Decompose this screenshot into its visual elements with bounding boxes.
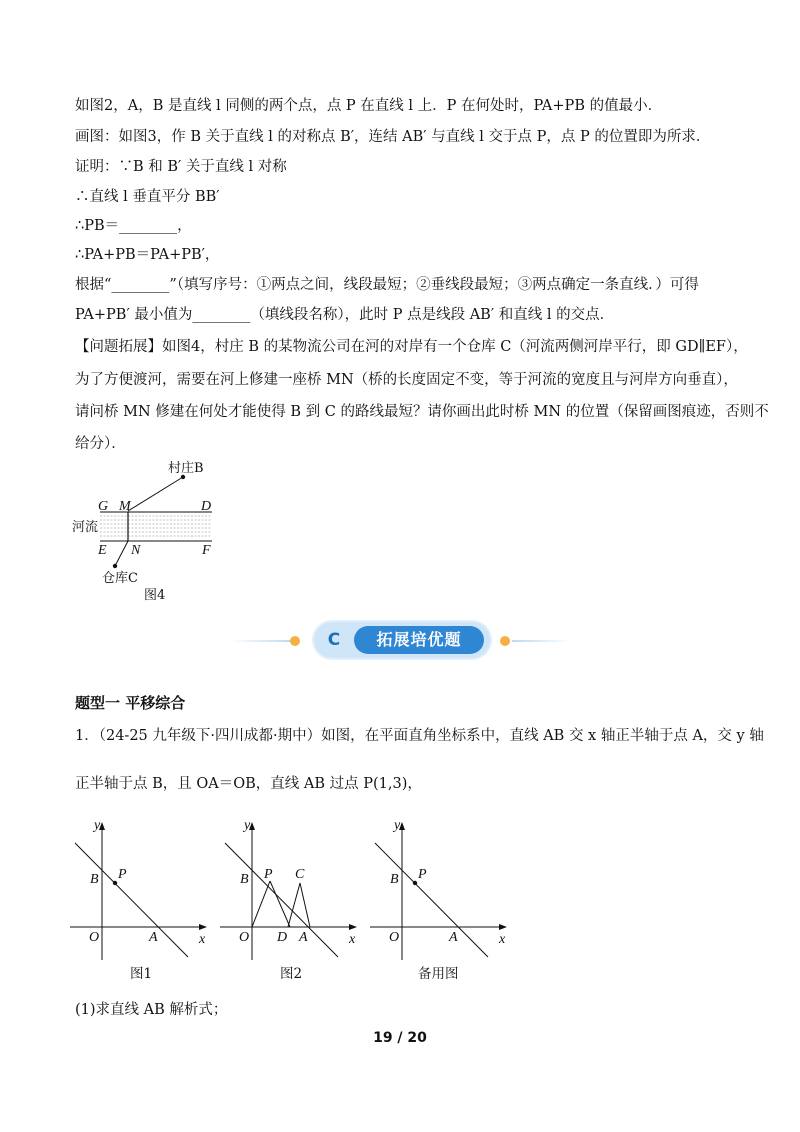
paragraph-reasoning: 根据“________”（填写序号：①两点之间，线段最短；②垂线段最短；③两点确定一条直线．）可得 — [75, 277, 699, 293]
point-c — [113, 564, 117, 568]
label-d: D — [277, 930, 288, 945]
segment-op — [252, 881, 270, 927]
coord-figure-2 — [220, 815, 360, 965]
path-b-to-m — [128, 477, 183, 511]
problem-line-1: 1．（24-25 九年级下·四川成都·期中）如图，在平面直角坐标系中，直线 AB 交 x 轴正半轴于点 A，交 y 轴 — [75, 728, 764, 744]
spare-figure-caption: 备用图 — [418, 966, 459, 982]
label-y: y — [94, 818, 101, 833]
page-number: 19 / 20 — [373, 1030, 427, 1046]
banner-rule-left — [230, 640, 292, 642]
section-banner — [230, 620, 570, 660]
banner-dot-right — [500, 636, 510, 646]
label-a: A — [299, 930, 308, 945]
label-o: O — [239, 930, 250, 945]
segment-pd — [270, 881, 290, 927]
label-m: M — [119, 499, 131, 514]
x-axis-arrow — [199, 924, 207, 930]
path-n-to-c — [115, 541, 128, 566]
x-axis-arrow — [349, 924, 357, 930]
label-b: B — [90, 872, 99, 887]
label-g: G — [98, 499, 109, 514]
paragraph-proof-start: 证明：∵B 和 B′ 关于直线 l 对称 — [75, 159, 287, 175]
figure-1-caption: 图1 — [130, 966, 153, 982]
figure-4-caption: 图4 — [144, 588, 166, 603]
label-x: x — [499, 932, 506, 947]
label-x: x — [349, 932, 356, 947]
banner-dot-left — [290, 636, 300, 646]
x-axis-arrow — [499, 924, 507, 930]
point-p — [413, 881, 417, 885]
paragraph-problem-statement: 如图2，A，B 是直线 l 同侧的两个点，点 P 在直线 l 上．P 在何处时，PA+PB 的值最小． — [75, 98, 663, 114]
label-river: 河流 — [72, 520, 99, 535]
label-b: B — [240, 872, 249, 887]
banner-rule-right — [512, 640, 572, 642]
label-f: F — [202, 543, 211, 558]
river-hatching — [100, 516, 212, 536]
paragraph-conclusion: PA+PB′ 最小值为________（填线段名称），此时 P 点是线段 AB′ 和直线 l 的交点． — [75, 307, 615, 323]
label-p: P — [118, 867, 127, 882]
figure-4 — [70, 455, 230, 605]
paragraph-drawing: 画图：如图3，作 B 关于直线 l 的对称点 B′，连结 AB′ 与直线 l 交于点 P，点 P 的位置即为所求． — [75, 129, 711, 145]
problem-line-2: 正半轴于点 B，且 OA＝OB，直线 AB 过点 P(1,3)， — [75, 776, 422, 792]
label-y: y — [244, 818, 251, 833]
banner-label: 拓展培优题 — [354, 626, 484, 654]
label-village-b: 村庄B — [168, 461, 204, 476]
paragraph-extension-4: 给分）． — [75, 436, 126, 452]
label-x: x — [199, 932, 206, 947]
coord-figure-1 — [70, 815, 210, 965]
paragraph-proof-step3: ∴PA+PB＝PA+PB′， — [75, 247, 220, 263]
label-d: D — [201, 499, 212, 514]
segment-dc — [288, 883, 300, 927]
label-o: O — [389, 930, 400, 945]
label-p: P — [264, 867, 273, 882]
paragraph-extension-2: 为了方便渡河，需要在河上修建一座桥 MN（桥的长度固定不变，等于河流的宽度且与河岸方向垂直）， — [75, 372, 738, 388]
banner-pill — [314, 622, 490, 658]
label-y: y — [394, 818, 401, 833]
label-warehouse-c: 仓库C — [102, 571, 138, 586]
label-a: A — [149, 930, 158, 945]
label-p: P — [418, 867, 427, 882]
point-p — [113, 881, 117, 885]
paragraph-proof-step2: ∴PB＝________， — [75, 218, 192, 234]
figure-2-caption: 图2 — [280, 966, 303, 982]
paragraph-proof-step1: ∴直线 l 垂直平分 BB′ — [75, 189, 220, 205]
coord-figure-spare — [370, 815, 510, 965]
paragraph-extension: 【问题拓展】如图4，村庄 B 的某物流公司在河的对岸有一个仓库 C（河流两侧河岸平行，即 GD∥EF）， — [75, 339, 748, 355]
paragraph-extension-3: 请问桥 MN 修建在何处才能使得 B 到 C 的路线最短？请你画出此时桥 MN 的位置（保留画图痕迹，否则不 — [75, 404, 769, 420]
question-1: (1)求直线 AB 解析式； — [75, 1002, 228, 1018]
label-e: E — [98, 543, 107, 558]
label-a: A — [449, 930, 458, 945]
banner-letter: C — [327, 630, 341, 650]
section-title: 题型一 平移综合 — [75, 694, 186, 712]
label-o: O — [89, 930, 100, 945]
label-b: B — [390, 872, 399, 887]
label-c: C — [295, 867, 305, 882]
label-n: N — [131, 543, 141, 558]
